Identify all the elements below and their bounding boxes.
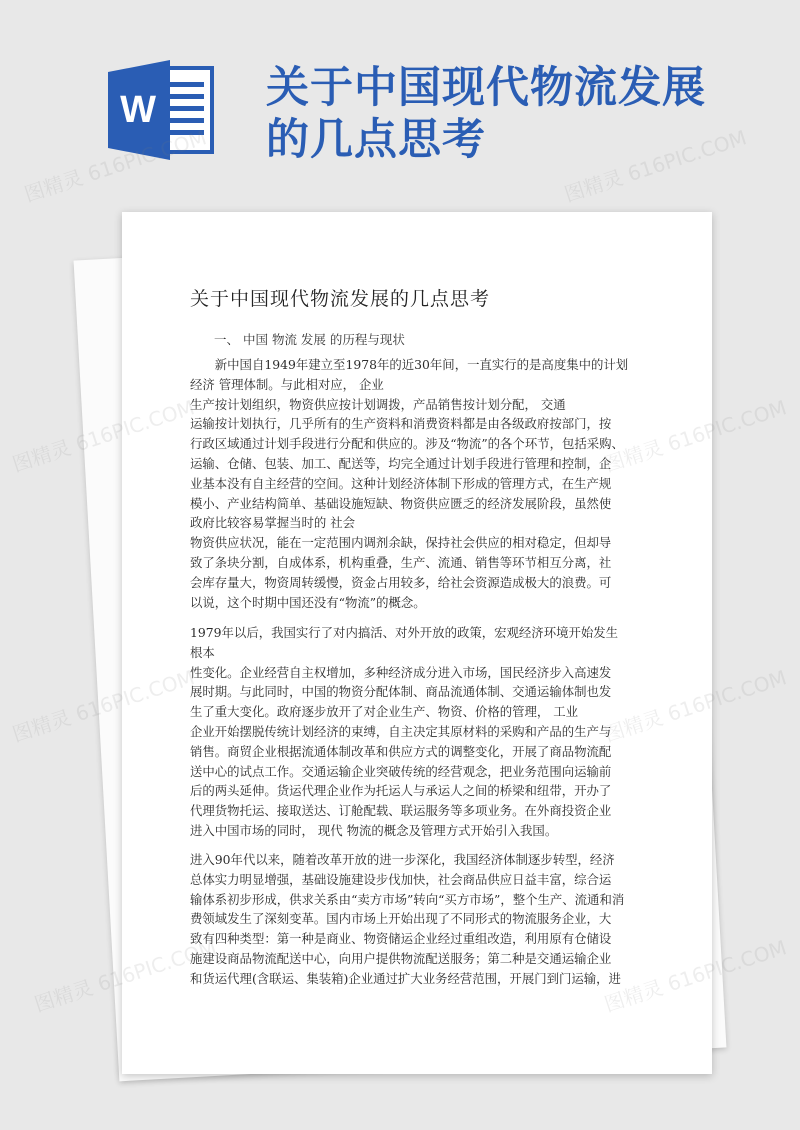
word-document-icon	[108, 60, 220, 160]
text-line: 展时期。与此同时，中国的物资分配体制、商品流通体制、交通运输体制也发	[190, 684, 612, 700]
text-line: 进入中国市场的同时， 现代 物流的概念及管理方式开始引入我国。	[190, 822, 558, 838]
text-line: 运输按计划执行，几乎所有的生产资料和消费资料都是由各级政府按部门，按	[190, 416, 612, 432]
text-line: 生产按计划组织，物资供应按计划调拨，产品销售按计划分配， 交通	[190, 396, 566, 412]
text-line: 和货运代理(含联运、集装箱)企业通过扩大业务经营范围，开展门到门运输，进	[190, 970, 621, 986]
text-line: 输体系初步形成，供求关系由“卖方市场”转向“买方市场”，整个生产、流通和消	[190, 891, 625, 907]
text-line: 政府比较容易掌握当时的 社会	[190, 515, 356, 531]
text-line: 以说，这个时期中国还没有“物流”的概念。	[190, 594, 426, 610]
document-page	[122, 212, 712, 1074]
text-line: 费领域发生了深刻变革。国内市场上开始出现了不同形式的物流服务企业，大	[190, 911, 612, 927]
text-line: 总体实力明显增强，基础设施建设步伐加快，社会商品供应日益丰富，综合运	[190, 871, 612, 887]
text-line: 企业开始摆脱传统计划经济的束缚，自主决定其原材料的采购和产品的生产与	[190, 723, 612, 739]
text-line: 后的两头延伸。货运代理企业作为托运人与承运人之间的桥梁和纽带，开办了	[190, 783, 612, 799]
text-line: 致了条块分割，自成体系，机构重叠，生产、流通、销售等环节相互分离，社	[190, 554, 612, 570]
banner-header	[0, 0, 800, 230]
watermark-2: 图精灵 616PIC.COM	[21, 125, 210, 207]
text-line: 代理货物托运、接取送达、订舱配载、联运服务等多项业务。在外商投资企业	[190, 803, 612, 819]
watermark-3: 图精灵	[9, 435, 74, 477]
text-line: 物资供应状况，能在一定范围内调剂余缺，保持社会供应的相对稳定，但却导	[190, 535, 612, 551]
text-line: 新中国自1949年建立至1978年的近30年间，一直实行的是高度集中的计划	[190, 357, 629, 372]
watermark-6: 616PIC.COM	[664, 665, 790, 727]
text-line: 生了重大变化。政府逐步放开了对企业生产、物资、价格的管理， 工业	[190, 704, 579, 720]
section-heading: 一、 中国 物流 发展 的历程与现状	[214, 332, 405, 347]
text-line: 进入90年代以来，随着改革开放的进一步深化，我国经济体制逐步转型，经济	[190, 852, 615, 867]
banner-title-line-2: 的几点思考	[266, 115, 486, 165]
banner-title	[266, 62, 766, 166]
text-line: 送中心的试点工作。交通运输企业突破传统的经营观念，把业务范围向运输前	[190, 763, 612, 779]
text-line: 行政区域通过计划手段进行分配和供应的。涉及“物流”的各个环节，包括采购、	[190, 436, 624, 452]
watermark-8: 616PIC.COM	[664, 935, 790, 997]
text-line: 性变化。企业经营自主权增加，多种经济成分进入市场，国民经济步入高速发	[190, 664, 612, 680]
text-line: 销售。商贸企业根据流通体制改革和供应方式的调整变化，开展了商品物流配	[190, 743, 612, 759]
watermark-7: 图精灵	[31, 975, 96, 1017]
paragraph-3	[190, 850, 650, 989]
banner-title-line-1: 关于中国现代物流发展	[266, 63, 706, 113]
text-line: 运输、仓储、包装、加工、配送等，均完全通过计划手段进行管理和控制，企	[190, 455, 612, 471]
text-line: 经济 管理体制。与此相对应， 企业	[190, 376, 384, 392]
text-line: 模小、产业结构简单、基础设施短缺、物资供应匮乏的经济发展阶段，虽然使	[190, 495, 612, 511]
watermark-1: 图精灵 616PIC.COM	[561, 125, 750, 207]
text-line: 致有四种类型：第一种是商业、物资储运企业经过重组改造，利用原有仓储设	[190, 931, 612, 947]
text-line: 1979年以后，我国实行了对内搞活、对外开放的政策，宏观经济环境开始发生	[190, 625, 619, 640]
paragraph-2	[190, 623, 650, 841]
paragraph-1	[190, 355, 650, 612]
text-line: 根本	[190, 644, 215, 660]
watermark-5: 图精灵	[9, 705, 74, 747]
document-title: 关于中国现代物流发展的几点思考	[190, 288, 491, 310]
svg-text:W: W	[120, 89, 156, 131]
text-line: 业基本没有自主经营的空间。这种计划经济体制下形成的管理方式，在生产规	[190, 475, 612, 491]
watermark-4: 616PIC.COM	[664, 395, 790, 457]
text-line: 施建设商品物流配送中心，向用户提供物流配送服务；第二种是交通运输企业	[190, 950, 612, 966]
text-line: 会库存量大，物资周转缓慢，资金占用较多，给社会资源造成极大的浪费。可	[190, 574, 612, 590]
